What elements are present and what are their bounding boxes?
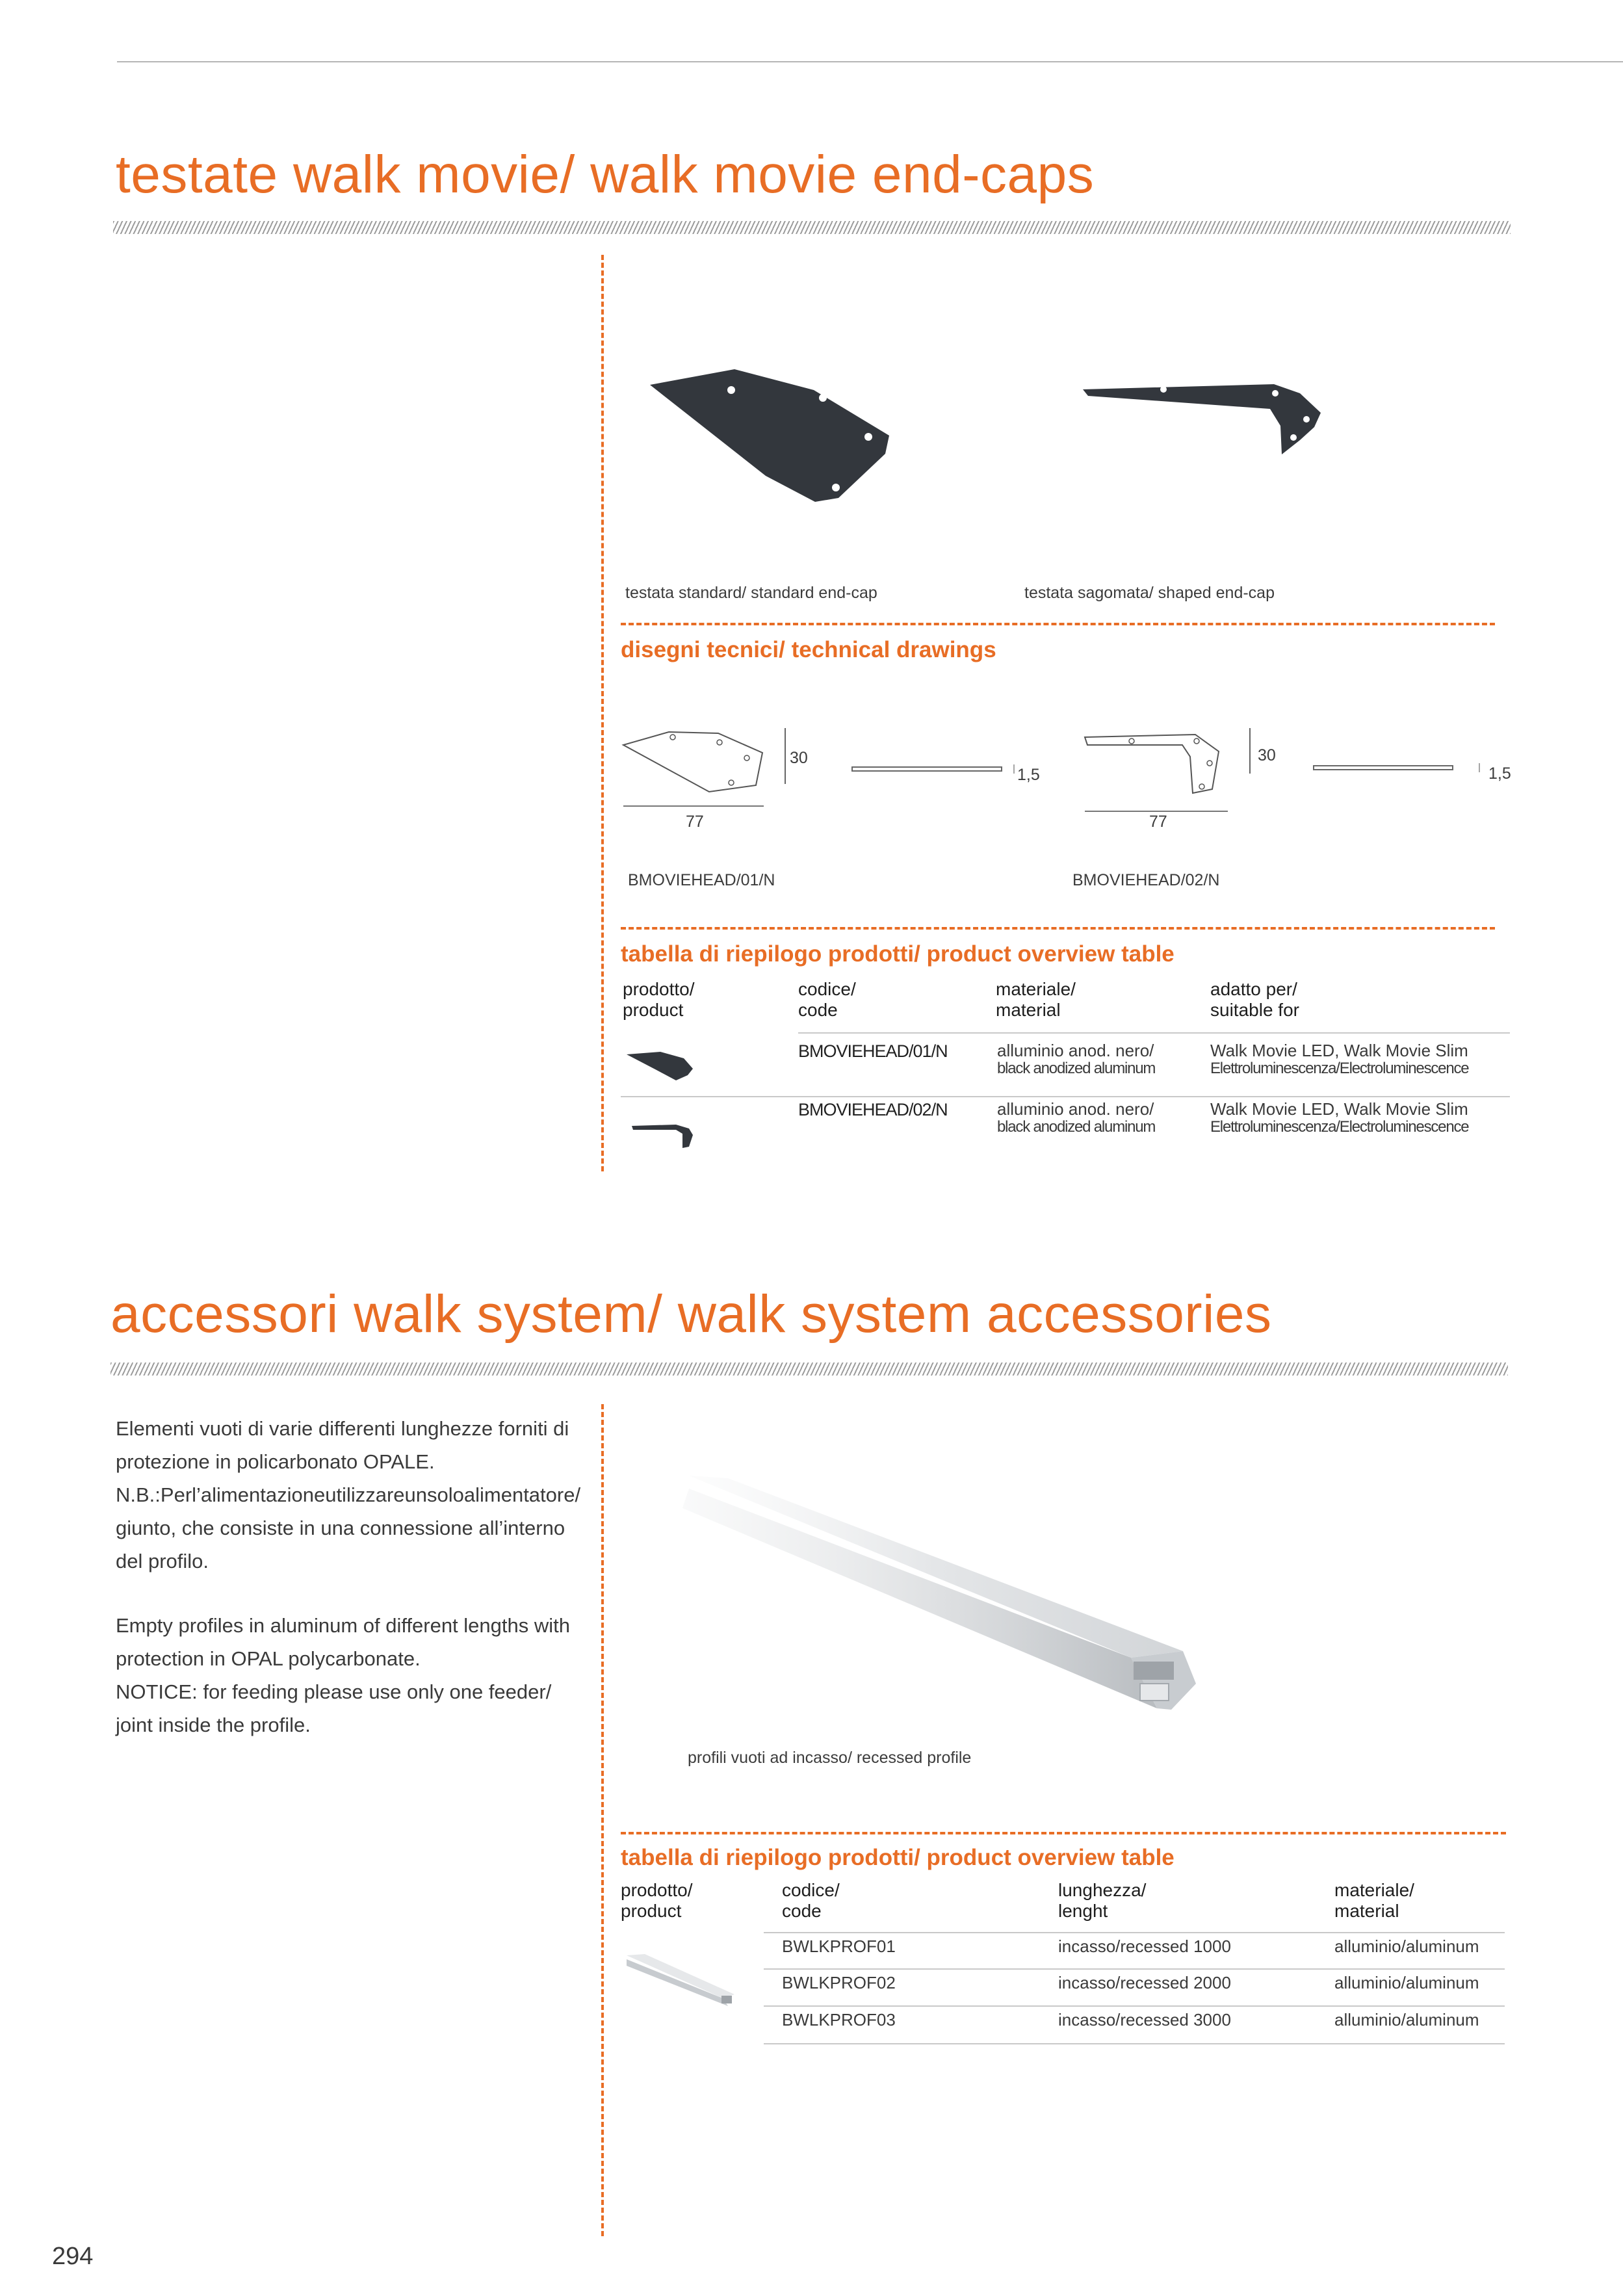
shaped-end-cap-caption: testata sagomata/ shaped end-cap bbox=[1024, 584, 1275, 602]
section1-hatch-divider bbox=[113, 221, 1511, 234]
drawing-01-width: 77 bbox=[686, 813, 704, 831]
drawing-02-height: 30 bbox=[1258, 746, 1276, 764]
recessed-profile-photo bbox=[676, 1463, 1196, 1723]
drawing-02-width: 77 bbox=[1149, 813, 1167, 831]
section1-dashed-rule-2 bbox=[621, 927, 1495, 930]
section2-table-rule-1 bbox=[764, 1932, 1505, 1933]
drawing-01-thickness: 1,5 bbox=[1017, 766, 1040, 784]
section1-table-header-code: codice/ code bbox=[798, 979, 856, 1020]
section1-title: testate walk movie/ walk movie end-caps bbox=[116, 145, 1095, 204]
drawing-02-side-view bbox=[1313, 761, 1488, 776]
end-cap-standard-thumbnail bbox=[624, 1050, 695, 1083]
section1-row1-code: BMOVIEHEAD/01/N bbox=[798, 1041, 948, 1061]
section2-row3-code: BWLKPROF03 bbox=[782, 2010, 896, 2029]
recessed-profile-caption: profili vuoti ad incasso/ recessed profile bbox=[688, 1749, 972, 1767]
section2-hatch-divider bbox=[110, 1363, 1508, 1376]
section2-row2-length: incasso/recessed 2000 bbox=[1058, 1973, 1231, 1992]
technical-drawings-heading: disegni tecnici/ technical drawings bbox=[621, 637, 996, 662]
description-english: Empty profiles in aluminum of different lengths with protection in OPAL polycarbonate. NOTICE: for feeding please use only one feeder/ joint inside the profile. bbox=[116, 1614, 570, 1736]
section1-row1-material: alluminio anod. nero/ black anodized aluminum bbox=[997, 1041, 1156, 1077]
section2-table-header-code: codice/ code bbox=[782, 1880, 840, 1921]
drawing-02-code: BMOVIEHEAD/02/N bbox=[1072, 871, 1220, 889]
end-cap-shaped-thumbnail bbox=[630, 1118, 695, 1151]
page-number: 294 bbox=[52, 2243, 94, 2270]
section1-row2-code: BMOVIEHEAD/02/N bbox=[798, 1100, 948, 1119]
header-rule bbox=[117, 61, 1623, 62]
section1-table-header-material: materiale/ material bbox=[996, 979, 1076, 1020]
section2-table-rule-2 bbox=[764, 1968, 1505, 1970]
drawing-01-code: BMOVIEHEAD/01/N bbox=[628, 871, 775, 889]
section1-table-header-suitable: adatto per/ suitable for bbox=[1210, 979, 1299, 1020]
section1-row2-suitable: Walk Movie LED, Walk Movie Slim Elettroluminescenza/Electroluminescence bbox=[1210, 1099, 1469, 1136]
drawing-02-height-dimension bbox=[1248, 727, 1254, 775]
section2-title: accessori walk system/ walk system accessories bbox=[110, 1285, 1272, 1344]
section2-row1-material: alluminio/aluminum bbox=[1334, 1937, 1479, 1956]
section2-dashed-rule bbox=[621, 1832, 1506, 1834]
section1-table-header-product: prodotto/ product bbox=[623, 979, 695, 1020]
section1-dashed-rule-1 bbox=[621, 623, 1495, 625]
section2-row2-material: alluminio/aluminum bbox=[1334, 1973, 1479, 1992]
section2-table-heading: tabella di riepilogo prodotti/ product overview table bbox=[621, 1845, 1175, 1870]
section2-row3-length: incasso/recessed 3000 bbox=[1058, 2010, 1231, 2029]
section1-vertical-divider bbox=[601, 255, 604, 1171]
description-italian: Elementi vuoti di varie differenti lunghezze forniti di protezione in policarbonato OPALE. N.B.:Perl’alimentazioneutilizzareunsoloalimentatore/ giunto, che consiste in una connessione all’interno del profilo. bbox=[116, 1417, 581, 1572]
drawing-02-thickness: 1,5 bbox=[1488, 764, 1511, 783]
section2-row1-code: BWLKPROF01 bbox=[782, 1937, 896, 1956]
standard-end-cap-photo bbox=[643, 364, 903, 507]
section2-table-rule-4 bbox=[764, 2043, 1505, 2044]
section2-table-header-product: prodotto/ product bbox=[621, 1880, 693, 1921]
section2-table-rule-3 bbox=[764, 2005, 1505, 2007]
drawing-01-front-view bbox=[621, 722, 777, 813]
section1-table-rule-1 bbox=[798, 1032, 1510, 1034]
section1-table-rule-2 bbox=[621, 1096, 1510, 1097]
shaped-end-cap-photo bbox=[1079, 367, 1339, 484]
section2-row1-length: incasso/recessed 1000 bbox=[1058, 1937, 1231, 1956]
section2-table-header-length: lunghezza/ lenght bbox=[1058, 1880, 1147, 1921]
section2-table-header-material: materiale/ material bbox=[1334, 1880, 1414, 1921]
section2-row3-material: alluminio/aluminum bbox=[1334, 2010, 1479, 2029]
drawing-01-height-dimension bbox=[783, 727, 790, 785]
section1-row2-material: alluminio anod. nero/ black anodized aluminum bbox=[997, 1099, 1156, 1136]
recessed-profile-thumbnail bbox=[625, 1949, 736, 2007]
drawing-01-side-view bbox=[851, 762, 1020, 777]
section2-vertical-divider bbox=[601, 1404, 604, 2236]
section1-row1-suitable: Walk Movie LED, Walk Movie Slim Elettroluminescenza/Electroluminescence bbox=[1210, 1041, 1469, 1077]
section2-row2-code: BWLKPROF02 bbox=[782, 1973, 896, 1992]
section1-table-heading: tabella di riepilogo prodotti/ product overview table bbox=[621, 941, 1175, 967]
standard-end-cap-caption: testata standard/ standard end-cap bbox=[625, 584, 877, 602]
drawing-01-height: 30 bbox=[790, 749, 808, 767]
drawing-02-front-view bbox=[1082, 727, 1232, 818]
